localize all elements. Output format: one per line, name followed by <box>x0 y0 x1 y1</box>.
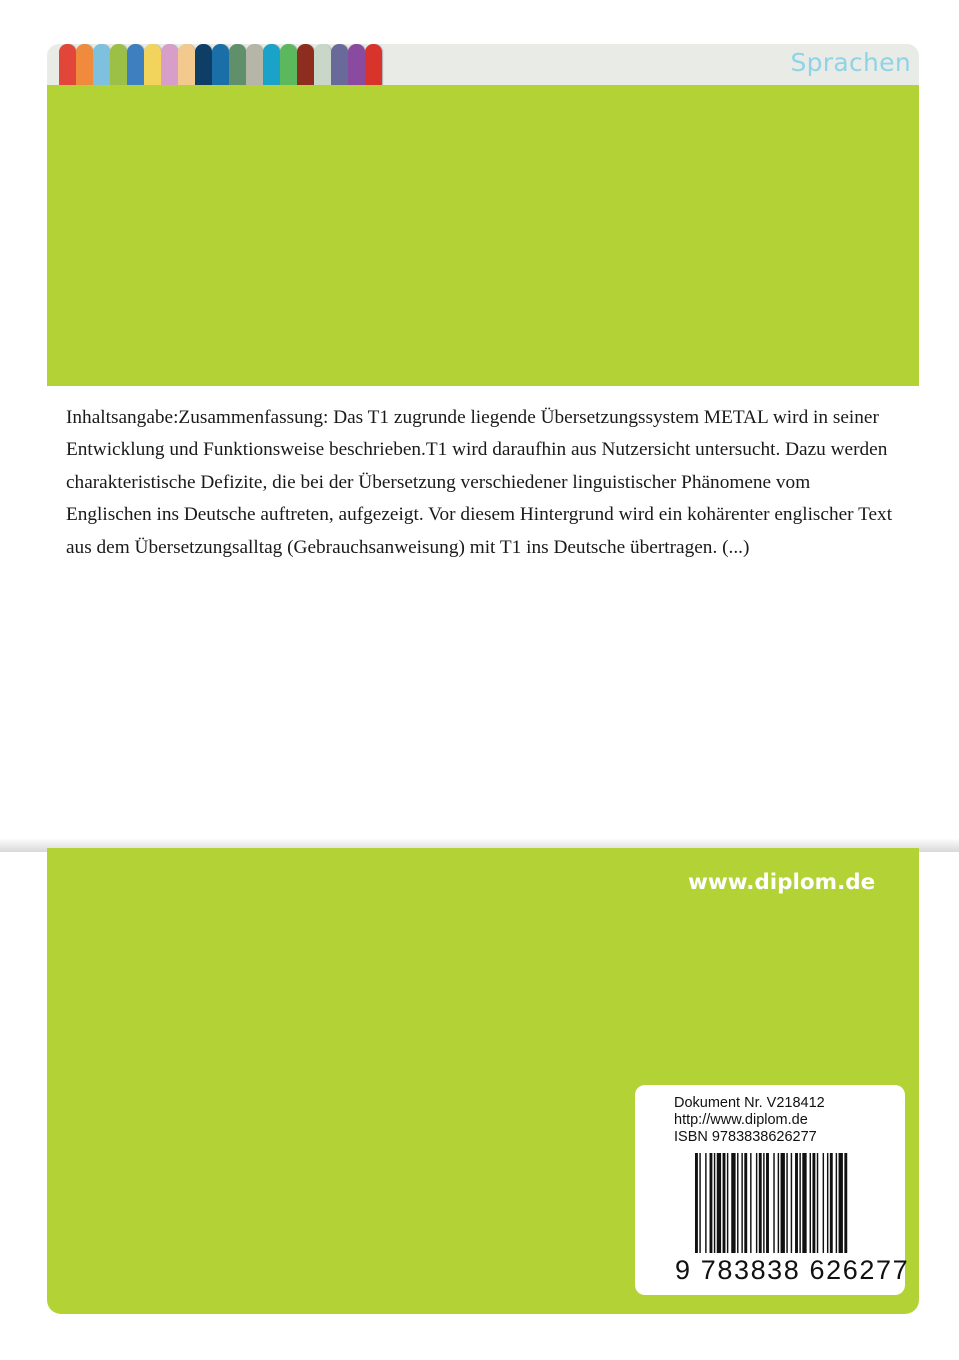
color-tab <box>93 44 110 86</box>
color-tab <box>127 44 144 86</box>
color-tab <box>110 44 127 86</box>
color-tab <box>76 44 93 86</box>
abstract-text: Inhaltsangabe:Zusammenfassung: Das T1 zugrunde liegende Übersetzungssystem METAL wird in seiner Entwicklung und Funktionsweise beschrieben.T1 wird daraufhin aus Nutzersicht untersucht. Dazu werden charakteristische Defizite, die bei der Übersetzung verschiedener linguistischer Phänomene vom Englischen ins Deutsche auftreten, aufgezeigt. Vor diesem Hintergrund wird ein kohärenter englischer Text aus dem Übersetzungsalltag (Gebrauchsanweisung) mit T1 ins Deutsche übertragen. (...) <box>66 407 893 558</box>
document-number: Dokument Nr. V218412 <box>674 1095 825 1111</box>
top-green-panel <box>47 85 919 386</box>
color-tab <box>348 44 365 86</box>
color-tab <box>195 44 212 86</box>
color-tab <box>297 44 314 86</box>
barcode-icon <box>695 1153 895 1253</box>
color-tab <box>331 44 348 86</box>
info-box <box>635 1085 910 1295</box>
info-lines <box>674 1095 825 1146</box>
color-tab <box>280 44 297 86</box>
barcode-digits: 9 783838 626277 <box>675 1255 910 1285</box>
publisher-website[interactable]: www.diplom.de <box>688 870 876 895</box>
color-tab <box>212 44 229 86</box>
color-tab <box>246 44 263 86</box>
series-label: Sprachen <box>790 48 911 77</box>
color-tab <box>178 44 195 86</box>
color-tab <box>144 44 161 86</box>
color-tab <box>229 44 246 86</box>
series-tab-bar <box>47 44 919 86</box>
color-tab <box>161 44 178 86</box>
color-tab <box>263 44 280 86</box>
color-tab <box>59 44 76 86</box>
info-url[interactable]: http://www.diplom.de <box>674 1112 808 1128</box>
color-tab <box>314 44 331 86</box>
isbn: ISBN 9783838626277 <box>674 1129 817 1145</box>
color-tab <box>365 44 382 86</box>
color-tabs <box>59 44 382 86</box>
